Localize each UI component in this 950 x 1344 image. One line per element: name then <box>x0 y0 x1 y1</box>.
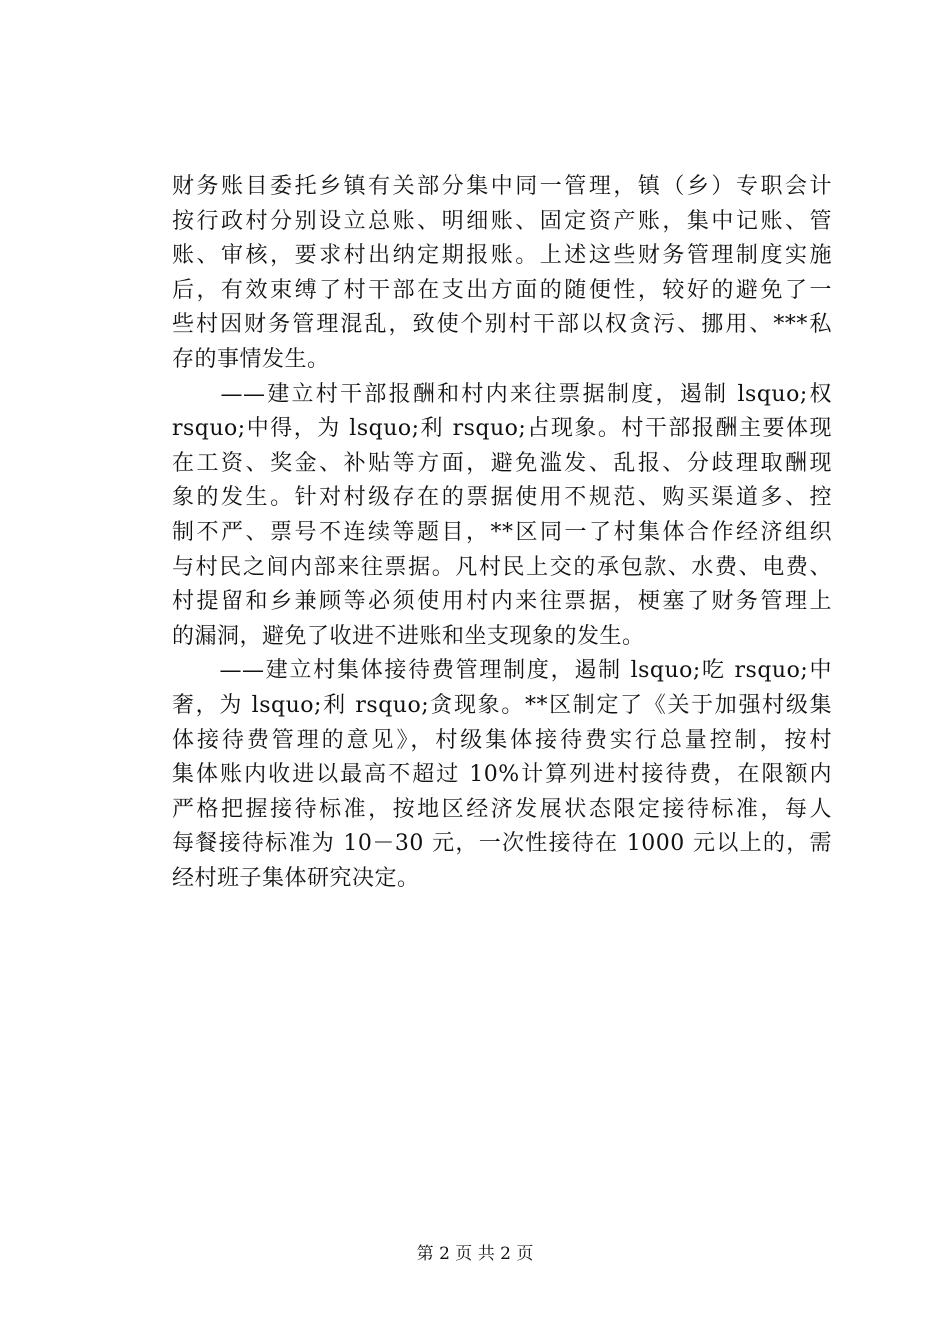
document-body <box>172 170 832 896</box>
page-number-label: 第 2 页 共 2 页 <box>416 1244 534 1264</box>
text-line: 制不严、票号不连续等题目，**区同一了村集体合作经济组织 <box>172 519 832 545</box>
text-line: 按行政村分别设立总账、明细账、固定资产账，集中记账、管 <box>172 208 832 234</box>
text-line: 象的发生。针对村级存在的票据使用不规范、购买渠道多、控 <box>172 485 832 511</box>
text-line: 体接待费管理的意见》，村级集体接待费实行总量控制，按村 <box>172 727 832 753</box>
text-line: ——建立村集体接待费管理制度，遏制 lsquo;吃 rsquo;中 <box>172 658 832 684</box>
text-line: 奢，为 lsquo;利 rsquo;贪现象。**区制定了《关于加强村级集 <box>172 692 832 718</box>
text-line: 的漏洞，避免了收进不进账和坐支现象的发生。 <box>172 623 645 649</box>
text-line: 后，有效束缚了村干部在支出方面的随便性，较好的避免了一 <box>172 277 832 303</box>
text-line: 在工资、奖金、补贴等方面，避免滥发、乱报、分歧理取酬现 <box>172 450 832 476</box>
text-line: 每餐接待标准为 10－30 元，一次性接待在 1000 元以上的，需 <box>172 831 832 857</box>
page-footer <box>0 1242 950 1266</box>
text-line: 严格把握接待标准，按地区经济发展状态限定接待标准，每人 <box>172 796 832 822</box>
text-line: rsquo;中得，为 lsquo;利 rsquo;占现象。村干部报酬主要体现 <box>172 416 832 442</box>
text-line: 存的事情发生。 <box>172 346 330 372</box>
text-line: 集体账内收进以最高不超过 10%计算列进村接待费，在限额内 <box>172 762 832 788</box>
text-line: 经村班子集体研究决定。 <box>172 865 420 891</box>
text-line: 与村民之间内部来往票据。凡村民上交的承包款、水费、电费、 <box>172 554 832 580</box>
text-line: 村提留和乡兼顾等必须使用村内来往票据，梗塞了财务管理上 <box>172 589 832 615</box>
text-line: 财务账目委托乡镇有关部分集中同一管理，镇（乡）专职会计 <box>172 174 832 199</box>
text-line: 些村因财务管理混乱，致使个别村干部以权贪污、挪用、***私 <box>172 312 832 338</box>
text-line: ——建立村干部报酬和村内来往票据制度，遏制 lsquo;权 <box>172 381 832 407</box>
text-line: 账、审核，要求村出纳定期报账。上述这些财务管理制度实施 <box>172 243 832 269</box>
